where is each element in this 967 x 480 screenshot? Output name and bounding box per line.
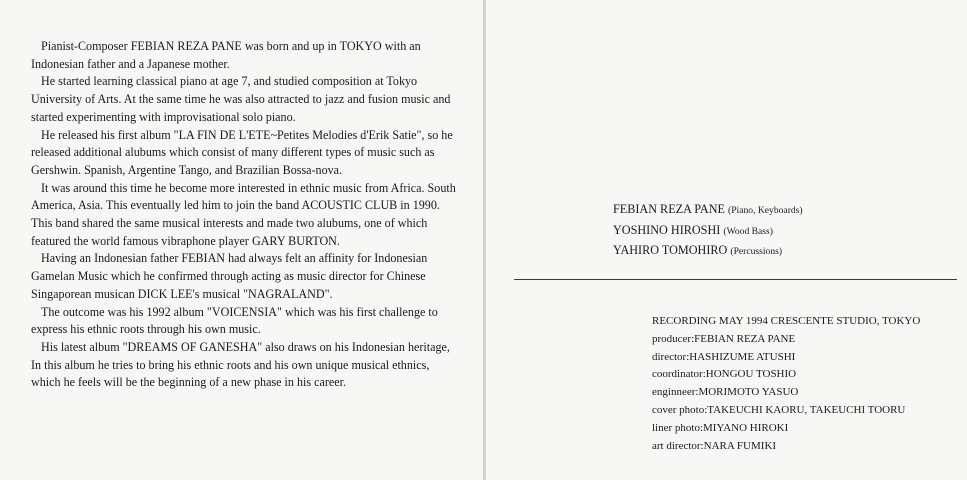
- credit-label: cover photo:: [652, 403, 708, 416]
- credit-value: MIYANO HIROKI: [703, 421, 789, 434]
- bio-paragraph-6: The outcome was his 1992 album "VOICENSIA" which was his first challenge to express his ethnic roots through his own music.: [31, 304, 438, 337]
- credit-label: coordinator:: [652, 368, 706, 381]
- bio-paragraph-5: Having an Indonesian father FEBIAN had always felt an affinity for Indonesian Gamelan Music which he confirmed through acting as music director for Chinese Singaporean musican DICK LEE's musical "NAGRALAND".: [31, 251, 428, 301]
- bio-paragraph-4: It was around this time he become more interested in ethnic music from Africa. South America, Asia. This eventually led him to join the band ACOUSTIC CLUB in 1990. This band shared the same musical interests and made two alubums, one of which featured the world famous vibraphone player GARY BURTON.: [31, 180, 456, 248]
- credit-label: liner photo:: [652, 421, 704, 434]
- right-page: [485, 0, 967, 480]
- credit-value: NARA FUMIKI: [703, 439, 777, 452]
- credit-label: art director:: [652, 439, 704, 452]
- credit-label: director:: [652, 350, 690, 363]
- biography-text: [31, 38, 459, 392]
- credit-row: [652, 420, 920, 438]
- credit-value: MORIMOTO YASUO: [698, 386, 799, 399]
- musician-name: FEBIAN REZA PANE: [613, 202, 725, 216]
- musician-role: (Piano, Keyboards): [728, 205, 803, 216]
- credit-value: HONGOU TOSHIO: [705, 368, 797, 381]
- credit-row: [652, 402, 920, 420]
- personnel-row: [613, 200, 803, 221]
- credit-row: [652, 331, 920, 349]
- credit-value: FEBIAN REZA PANE: [694, 332, 796, 345]
- bio-paragraph-2: He started learning classical piano at age 7, and studied composition at Tokyo University of Arts. At the same time he was also attracted to jazz and fusion music and started experimenting with improvisational solo piano.: [31, 74, 451, 124]
- bio-paragraph-7: His latest album "DREAMS OF GANESHA" also draws on his Indonesian heritage, In this album he tries to bring his ethnic roots and his own unique musical ethnics, which he feels will be the beginning of a new phase in his career.: [31, 339, 450, 390]
- credit-value: HASHIZUME ATUSHI: [689, 350, 796, 363]
- credit-row: [652, 366, 920, 384]
- musician-name: YAHIRO TOMOHIRO: [613, 243, 728, 257]
- personnel-list: [613, 200, 803, 262]
- credit-label: enginneer:: [652, 386, 699, 399]
- bio-paragraph-1: Pianist-Composer FEBIAN REZA PANE was born and up in TOKYO with an Indonesian father and a Japanese mother.: [31, 39, 421, 71]
- personnel-row: [613, 241, 803, 262]
- bio-paragraph-3: He released his first album "LA FIN DE L'ETE~Petites Melodies d'Erik Satie", so he released additional alubums which consist of many different types of music such as Gershwin. Spanish, Argentine Tango, and Brazilian Bossa-nova.: [31, 127, 453, 177]
- personnel-row: [613, 221, 803, 242]
- musician-role: (Percussions): [730, 246, 783, 257]
- recording-info: RECORDING MAY 1994 CRESCENTE STUDIO, TOKYO: [652, 315, 921, 327]
- credit-row: [652, 438, 920, 456]
- credits-list: [652, 313, 920, 455]
- musician-name: YOSHINO HIROSHI: [613, 222, 721, 237]
- credit-row: [652, 349, 920, 367]
- credit-row: [652, 384, 920, 402]
- musician-role: (Wood Bass): [723, 225, 773, 237]
- divider-line: [514, 279, 957, 280]
- credit-label: producer:: [652, 332, 695, 345]
- credit-value: TAKEUCHI KAORU, TAKEUCHI TOORU: [707, 403, 906, 416]
